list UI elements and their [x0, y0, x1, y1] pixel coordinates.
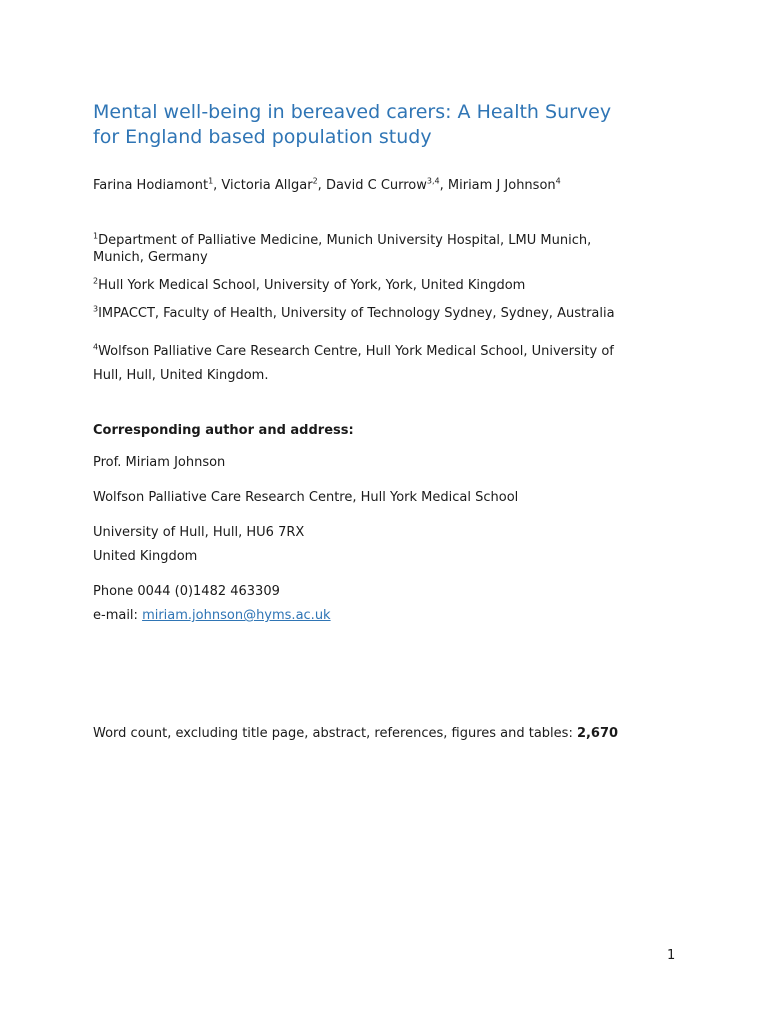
institution-text: Wolfson Palliative Care Research Centre, Hull York Medical School — [93, 490, 519, 505]
affiliation-marker: 2 — [93, 276, 99, 286]
paper-title-line-2: for England based population study — [93, 126, 432, 148]
affiliation-1 — [93, 232, 591, 266]
affiliation-line: Munich, Germany — [93, 250, 208, 265]
author-affiliation-marker: 2 — [312, 176, 318, 186]
affiliation-text: IMPACCT, Faculty of Health, University of Technology Sydney, Sydney, Australia — [98, 306, 615, 321]
affiliation-4 — [93, 340, 614, 388]
email-link[interactable]: miriam.johnson@hyms.ac.uk — [142, 608, 331, 623]
corresponding-address — [93, 521, 304, 569]
author-affiliation-marker: 3,4 — [426, 176, 440, 186]
email-line — [93, 604, 331, 628]
page-number: 1 — [667, 948, 676, 963]
affiliation-line — [93, 340, 614, 364]
email-label: e-mail: — [93, 608, 143, 623]
address-line: University of Hull, Hull, HU6 7RX — [93, 525, 305, 540]
author-name: Victoria Allgar — [221, 178, 313, 193]
author-affiliation-marker: 1 — [208, 176, 214, 186]
affiliation-line — [93, 277, 525, 294]
affiliation-line: Hull, Hull, United Kingdom. — [93, 368, 269, 383]
author-affiliation-marker: 4 — [555, 176, 561, 186]
affiliation-3 — [93, 305, 615, 322]
corresponding-author-name — [93, 451, 225, 475]
affiliation-marker: 4 — [93, 342, 99, 352]
affiliation-text: Department of Palliative Medicine, Munich University Hospital, LMU Munich, — [98, 233, 592, 248]
word-count-label: Word count, excluding title page, abstract, references, figures and tables: — [93, 726, 577, 741]
affiliation-marker: 3 — [93, 304, 99, 314]
paper-title-line-1: Mental well-being in bereaved carers: A Health Survey — [93, 101, 612, 123]
corresponding-name-text: Prof. Miriam Johnson — [93, 455, 226, 470]
word-count — [93, 722, 618, 746]
affiliation-text: Hull York Medical School, University of York, York, United Kingdom — [98, 278, 526, 293]
author-name: Farina Hodiamont — [93, 178, 209, 193]
phone-text: Phone 0044 (0)1482 463309 — [93, 584, 280, 599]
author-name: David C Currow — [325, 178, 427, 193]
paper-title — [93, 100, 733, 150]
address-line: United Kingdom — [93, 549, 198, 564]
corresponding-author-heading: Corresponding author and address: — [93, 423, 354, 438]
affiliation-text: Wolfson Palliative Care Research Centre, Hull York Medical School, University of — [98, 344, 614, 359]
affiliation-2 — [93, 277, 525, 294]
author-list: Farina Hodiamont$^1$, Victoria Allgar$^2$, David C Currow$^{3,4}$, Miriam J Johnson$^4$ — [93, 176, 561, 193]
word-count-value: 2,670 — [576, 726, 619, 741]
affiliation-line — [93, 305, 615, 322]
affiliation-line — [93, 232, 591, 249]
corresponding-contact — [93, 580, 331, 628]
affiliation-marker: 1 — [93, 231, 99, 241]
corresponding-institution — [93, 486, 518, 510]
author-name: Miriam J Johnson — [447, 178, 556, 193]
